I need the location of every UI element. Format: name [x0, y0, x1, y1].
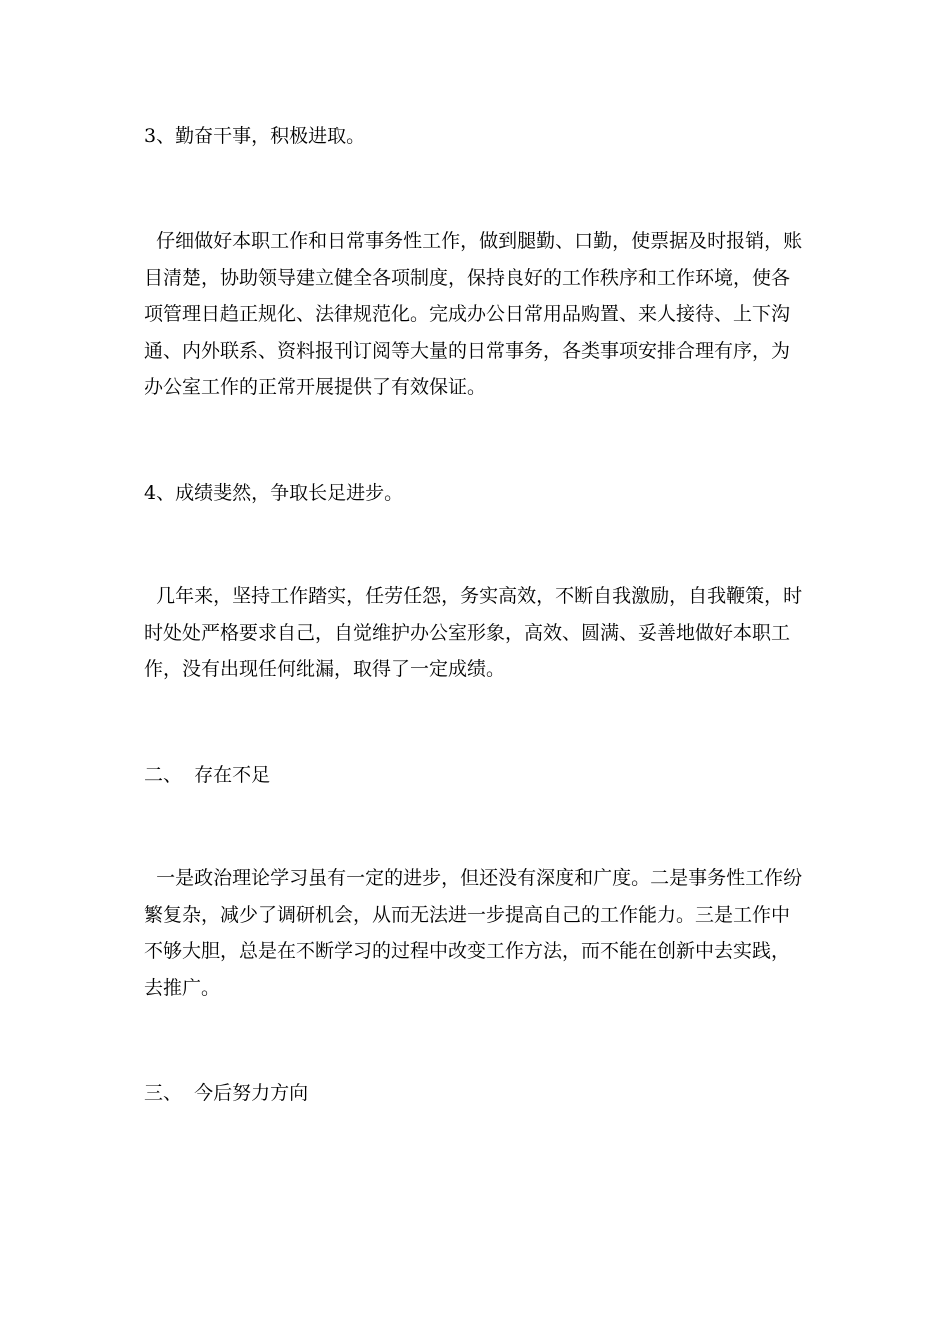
- paragraph-line: 几年来，坚持工作踏实，任劳任怨，务实高效，不断自我激励，自我鞭策，时: [144, 585, 803, 607]
- heading-item-3: [144, 118, 824, 155]
- paragraph-line: 项管理日趋正规化、法律规范化。完成办公日常用品购置、来人接待、上下沟: [144, 303, 791, 325]
- section-title-text: 二、 存在不足: [144, 764, 271, 786]
- paragraph-line: 目清楚，协助领导建立健全各项制度，保持良好的工作秩序和工作环境，使各: [144, 266, 791, 289]
- paragraph-line: 作，没有出现任何纰漏，取得了一定成绩。: [144, 658, 506, 680]
- paragraph-item-3: [144, 223, 824, 406]
- section-title-shortcomings: [144, 757, 824, 794]
- paragraph-shortcomings: [144, 860, 824, 1006]
- heading-text: 3、勤奋干事，积极进取。: [144, 125, 366, 147]
- paragraph-line: 办公室工作的正常开展提供了有效保证。: [144, 376, 487, 398]
- paragraph-line: 通、内外联系、资料报刊订阅等大量的日常事务，各类事项安排合理有序，为: [144, 339, 791, 362]
- paragraph-line: 一是政治理论学习虽有一定的进步，但还没有深度和广度。二是事务性工作纷: [144, 867, 803, 889]
- paragraph-item-4: [144, 578, 824, 688]
- paragraph-line: 不够大胆，总是在不断学习的过程中改变工作方法，而不能在创新中去实践，: [144, 940, 791, 962]
- paragraph-line: 去推广。: [144, 976, 221, 999]
- heading-text: 4、成绩斐然，争取长足进步。: [144, 482, 404, 504]
- paragraph-line: 时处处严格要求自己，自觉维护办公室形象，高效、圆满、妥善地做好本职工: [144, 621, 791, 644]
- heading-item-4: [144, 475, 824, 512]
- paragraph-line: 仔细做好本职工作和日常事务性工作，做到腿勤、口勤，使票据及时报销，账: [144, 230, 803, 252]
- section-title-future-direction: [144, 1075, 824, 1112]
- paragraph-line: 繁复杂，减少了调研机会，从而无法进一步提高自己的工作能力。三是工作中: [144, 903, 791, 926]
- section-title-text: 三、 今后努力方向: [144, 1082, 309, 1104]
